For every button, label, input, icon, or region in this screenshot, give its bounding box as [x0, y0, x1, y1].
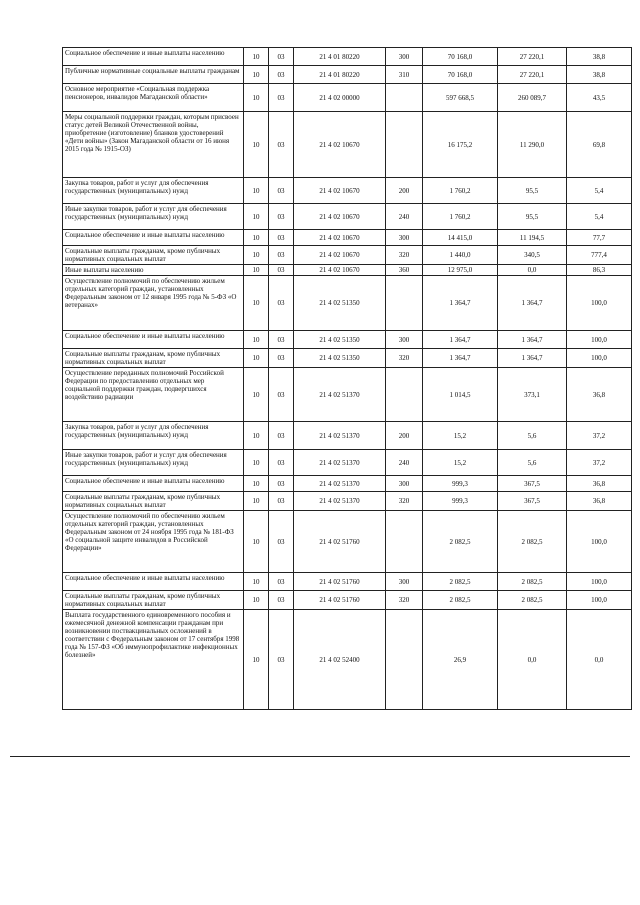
expense-type-cell: 300	[386, 230, 423, 246]
expense-type-cell: 300	[386, 48, 423, 66]
execution-percent-cell: 36,8	[567, 368, 632, 422]
target-article-cell: 21 4 02 51760	[294, 511, 386, 573]
actual-amount-cell: 2 082,5	[498, 511, 567, 573]
subsection-cell: 03	[269, 476, 294, 492]
subsection-cell: 03	[269, 349, 294, 368]
table-row	[63, 492, 632, 511]
expense-type-cell: 300	[386, 573, 423, 591]
actual-amount-cell: 11 290,0	[498, 112, 567, 178]
plan-amount-cell: 999,3	[423, 492, 498, 511]
desc-cell: Осуществление полномочий по обеспечению жильем отдельных категорий граждан, установленных Федеральным законом от 12 января 1995 года № 5-ФЗ «О ветеранах»	[63, 276, 244, 331]
actual-amount-cell: 2 082,5	[498, 591, 567, 610]
execution-percent-cell: 5,4	[567, 204, 632, 230]
expense-type-cell: 300	[386, 331, 423, 349]
execution-percent-cell: 100,0	[567, 573, 632, 591]
subsection-cell: 03	[269, 265, 294, 276]
section-cell: 10	[244, 573, 269, 591]
actual-amount-cell: 11 194,5	[498, 230, 567, 246]
desc-cell: Социальные выплаты гражданам, кроме публичных нормативных социальных выплат	[63, 591, 244, 610]
section-cell: 10	[244, 368, 269, 422]
table-row	[63, 265, 632, 276]
plan-amount-cell: 2 082,5	[423, 591, 498, 610]
subsection-cell: 03	[269, 450, 294, 476]
execution-percent-cell: 100,0	[567, 276, 632, 331]
subsection-cell: 03	[269, 178, 294, 204]
plan-amount-cell: 70 168,0	[423, 66, 498, 84]
execution-percent-cell: 36,8	[567, 476, 632, 492]
subsection-cell: 03	[269, 331, 294, 349]
subsection-cell: 03	[269, 591, 294, 610]
actual-amount-cell: 0,0	[498, 265, 567, 276]
table-row	[63, 368, 632, 422]
section-cell: 10	[244, 178, 269, 204]
desc-cell: Социальные выплаты гражданам, кроме публичных нормативных социальных выплат	[63, 349, 244, 368]
target-article-cell: 21 4 02 10670	[294, 265, 386, 276]
actual-amount-cell: 1 364,7	[498, 276, 567, 331]
target-article-cell: 21 4 02 10670	[294, 178, 386, 204]
section-cell: 10	[244, 230, 269, 246]
table-row	[63, 230, 632, 246]
expense-type-cell: 240	[386, 204, 423, 230]
actual-amount-cell: 340,5	[498, 246, 567, 265]
subsection-cell: 03	[269, 276, 294, 331]
subsection-cell: 03	[269, 492, 294, 511]
table-row	[63, 246, 632, 265]
actual-amount-cell: 27 220,1	[498, 66, 567, 84]
subsection-cell: 03	[269, 66, 294, 84]
expense-type-cell	[386, 112, 423, 178]
subsection-cell: 03	[269, 422, 294, 450]
section-cell: 10	[244, 331, 269, 349]
section-cell: 10	[244, 84, 269, 112]
section-cell: 10	[244, 48, 269, 66]
target-article-cell: 21 4 02 51370	[294, 450, 386, 476]
target-article-cell: 21 4 01 80220	[294, 48, 386, 66]
plan-amount-cell: 2 082,5	[423, 511, 498, 573]
plan-amount-cell: 1 364,7	[423, 349, 498, 368]
desc-cell: Иные закупки товаров, работ и услуг для обеспечения государственных (муниципальных) нужд	[63, 450, 244, 476]
expense-type-cell: 200	[386, 422, 423, 450]
target-article-cell: 21 4 02 51760	[294, 591, 386, 610]
actual-amount-cell: 27 220,1	[498, 48, 567, 66]
plan-amount-cell: 1 364,7	[423, 331, 498, 349]
section-cell: 10	[244, 476, 269, 492]
subsection-cell: 03	[269, 84, 294, 112]
expense-type-cell: 320	[386, 492, 423, 511]
expense-type-cell	[386, 84, 423, 112]
execution-percent-cell: 38,8	[567, 48, 632, 66]
desc-cell: Выплата государственного единовременного пособия и ежемесячной денежной компенсации гражданам при возникновении поствакцинальных осложнений в соответствии с Федеральным законом от 17 сентября 1998 года № 157-ФЗ «Об иммунопрофилактике инфекционных болезней»	[63, 610, 244, 710]
actual-amount-cell: 1 364,7	[498, 331, 567, 349]
subsection-cell: 03	[269, 48, 294, 66]
expense-type-cell	[386, 368, 423, 422]
execution-percent-cell: 5,4	[567, 178, 632, 204]
section-cell: 10	[244, 204, 269, 230]
plan-amount-cell: 1 760,2	[423, 204, 498, 230]
execution-percent-cell: 43,5	[567, 84, 632, 112]
section-cell: 10	[244, 511, 269, 573]
execution-percent-cell: 100,0	[567, 349, 632, 368]
desc-cell: Основное мероприятие «Социальная поддержка пенсионеров, инвалидов Магаданской области»	[63, 84, 244, 112]
actual-amount-cell: 2 082,5	[498, 573, 567, 591]
execution-percent-cell: 0,0	[567, 610, 632, 710]
execution-percent-cell: 777,4	[567, 246, 632, 265]
execution-percent-cell: 100,0	[567, 331, 632, 349]
plan-amount-cell: 1 440,0	[423, 246, 498, 265]
target-article-cell: 21 4 02 10670	[294, 112, 386, 178]
actual-amount-cell: 373,1	[498, 368, 567, 422]
expense-type-cell: 310	[386, 66, 423, 84]
plan-amount-cell: 597 668,5	[423, 84, 498, 112]
actual-amount-cell: 5,6	[498, 422, 567, 450]
subsection-cell: 03	[269, 246, 294, 265]
plan-amount-cell: 15,2	[423, 422, 498, 450]
target-article-cell: 21 4 02 10670	[294, 204, 386, 230]
subsection-cell: 03	[269, 204, 294, 230]
target-article-cell: 21 4 02 52400	[294, 610, 386, 710]
execution-percent-cell: 100,0	[567, 511, 632, 573]
execution-percent-cell: 100,0	[567, 591, 632, 610]
table-row	[63, 610, 632, 710]
section-cell: 10	[244, 422, 269, 450]
section-cell: 10	[244, 492, 269, 511]
target-article-cell: 21 4 02 51350	[294, 276, 386, 331]
execution-percent-cell: 77,7	[567, 230, 632, 246]
expense-type-cell: 240	[386, 450, 423, 476]
plan-amount-cell: 15,2	[423, 450, 498, 476]
actual-amount-cell: 1 364,7	[498, 349, 567, 368]
execution-percent-cell: 38,8	[567, 66, 632, 84]
plan-amount-cell: 16 175,2	[423, 112, 498, 178]
actual-amount-cell: 95,5	[498, 178, 567, 204]
table-row	[63, 591, 632, 610]
target-article-cell: 21 4 02 10670	[294, 230, 386, 246]
expense-type-cell: 320	[386, 591, 423, 610]
target-article-cell: 21 4 01 80220	[294, 66, 386, 84]
target-article-cell: 21 4 02 51350	[294, 331, 386, 349]
desc-cell: Социальное обеспечение и иные выплаты населению	[63, 573, 244, 591]
plan-amount-cell: 1 760,2	[423, 178, 498, 204]
table-row	[63, 84, 632, 112]
target-article-cell: 21 4 02 51370	[294, 368, 386, 422]
desc-cell: Публичные нормативные социальные выплаты гражданам	[63, 66, 244, 84]
section-cell: 10	[244, 265, 269, 276]
table-row	[63, 66, 632, 84]
actual-amount-cell: 95,5	[498, 204, 567, 230]
table-row	[63, 276, 632, 331]
target-article-cell: 21 4 02 51370	[294, 422, 386, 450]
subsection-cell: 03	[269, 230, 294, 246]
desc-cell: Меры социальной поддержки граждан, которым присвоен статус детей Великой Отечественной войны, приобретение (изготовление) бланков удостоверений «Дети войны» (Закон Магаданской области от 16 июня 2015 года № 1915-ОЗ)	[63, 112, 244, 178]
table-row	[63, 422, 632, 450]
plan-amount-cell: 26,9	[423, 610, 498, 710]
target-article-cell: 21 4 02 51760	[294, 573, 386, 591]
plan-amount-cell: 12 975,0	[423, 265, 498, 276]
expense-type-cell	[386, 276, 423, 331]
actual-amount-cell: 5,6	[498, 450, 567, 476]
table-row	[63, 48, 632, 66]
subsection-cell: 03	[269, 573, 294, 591]
table-row	[63, 450, 632, 476]
plan-amount-cell: 14 415,0	[423, 230, 498, 246]
actual-amount-cell: 367,5	[498, 492, 567, 511]
target-article-cell: 21 4 02 51370	[294, 492, 386, 511]
expense-type-cell	[386, 511, 423, 573]
actual-amount-cell: 260 089,7	[498, 84, 567, 112]
execution-percent-cell: 69,8	[567, 112, 632, 178]
plan-amount-cell: 999,3	[423, 476, 498, 492]
expense-type-cell	[386, 610, 423, 710]
table-row	[63, 112, 632, 178]
subsection-cell: 03	[269, 368, 294, 422]
execution-percent-cell: 37,2	[567, 450, 632, 476]
table-row	[63, 573, 632, 591]
execution-percent-cell: 86,3	[567, 265, 632, 276]
desc-cell: Осуществление переданных полномочий Российской Федерации по предоставлению отдельных мер социальной поддержки граждан, подвергшихся воздействию радиации	[63, 368, 244, 422]
table-row	[63, 178, 632, 204]
desc-cell: Социальные выплаты гражданам, кроме публичных нормативных социальных выплат	[63, 246, 244, 265]
desc-cell: Иные выплаты населению	[63, 265, 244, 276]
budget-table	[62, 47, 632, 710]
page-bottom-rule	[10, 756, 630, 757]
actual-amount-cell: 367,5	[498, 476, 567, 492]
desc-cell: Социальное обеспечение и иные выплаты населению	[63, 230, 244, 246]
actual-amount-cell: 0,0	[498, 610, 567, 710]
table-row	[63, 476, 632, 492]
desc-cell: Социальное обеспечение и иные выплаты населению	[63, 476, 244, 492]
target-article-cell: 21 4 02 51350	[294, 349, 386, 368]
desc-cell: Социальное обеспечение и иные выплаты населению	[63, 48, 244, 66]
table-row	[63, 349, 632, 368]
desc-cell: Социальное обеспечение и иные выплаты населению	[63, 331, 244, 349]
target-article-cell: 21 4 02 51370	[294, 476, 386, 492]
desc-cell: Закупка товаров, работ и услуг для обеспечения государственных (муниципальных) нужд	[63, 422, 244, 450]
execution-percent-cell: 37,2	[567, 422, 632, 450]
section-cell: 10	[244, 450, 269, 476]
desc-cell: Иные закупки товаров, работ и услуг для обеспечения государственных (муниципальных) нужд	[63, 204, 244, 230]
section-cell: 10	[244, 112, 269, 178]
section-cell: 10	[244, 66, 269, 84]
execution-percent-cell: 36,8	[567, 492, 632, 511]
table-row	[63, 204, 632, 230]
expense-type-cell: 360	[386, 265, 423, 276]
subsection-cell: 03	[269, 112, 294, 178]
section-cell: 10	[244, 591, 269, 610]
subsection-cell: 03	[269, 511, 294, 573]
section-cell: 10	[244, 610, 269, 710]
plan-amount-cell: 70 168,0	[423, 48, 498, 66]
desc-cell: Социальные выплаты гражданам, кроме публичных нормативных социальных выплат	[63, 492, 244, 511]
section-cell: 10	[244, 349, 269, 368]
target-article-cell: 21 4 02 10670	[294, 246, 386, 265]
expense-type-cell: 300	[386, 476, 423, 492]
table-row	[63, 511, 632, 573]
expense-type-cell: 320	[386, 349, 423, 368]
section-cell: 10	[244, 276, 269, 331]
desc-cell: Осуществление полномочий по обеспечению жильем отдельных категорий граждан, установленных Федеральным законом от 24 ноября 1995 года № 181-ФЗ «О социальной защите инвалидов в Российской Федерации»	[63, 511, 244, 573]
subsection-cell: 03	[269, 610, 294, 710]
plan-amount-cell: 2 082,5	[423, 573, 498, 591]
plan-amount-cell: 1 014,5	[423, 368, 498, 422]
section-cell: 10	[244, 246, 269, 265]
table-row	[63, 331, 632, 349]
desc-cell: Закупка товаров, работ и услуг для обеспечения государственных (муниципальных) нужд	[63, 178, 244, 204]
expense-type-cell: 200	[386, 178, 423, 204]
expense-type-cell: 320	[386, 246, 423, 265]
target-article-cell: 21 4 02 00000	[294, 84, 386, 112]
plan-amount-cell: 1 364,7	[423, 276, 498, 331]
